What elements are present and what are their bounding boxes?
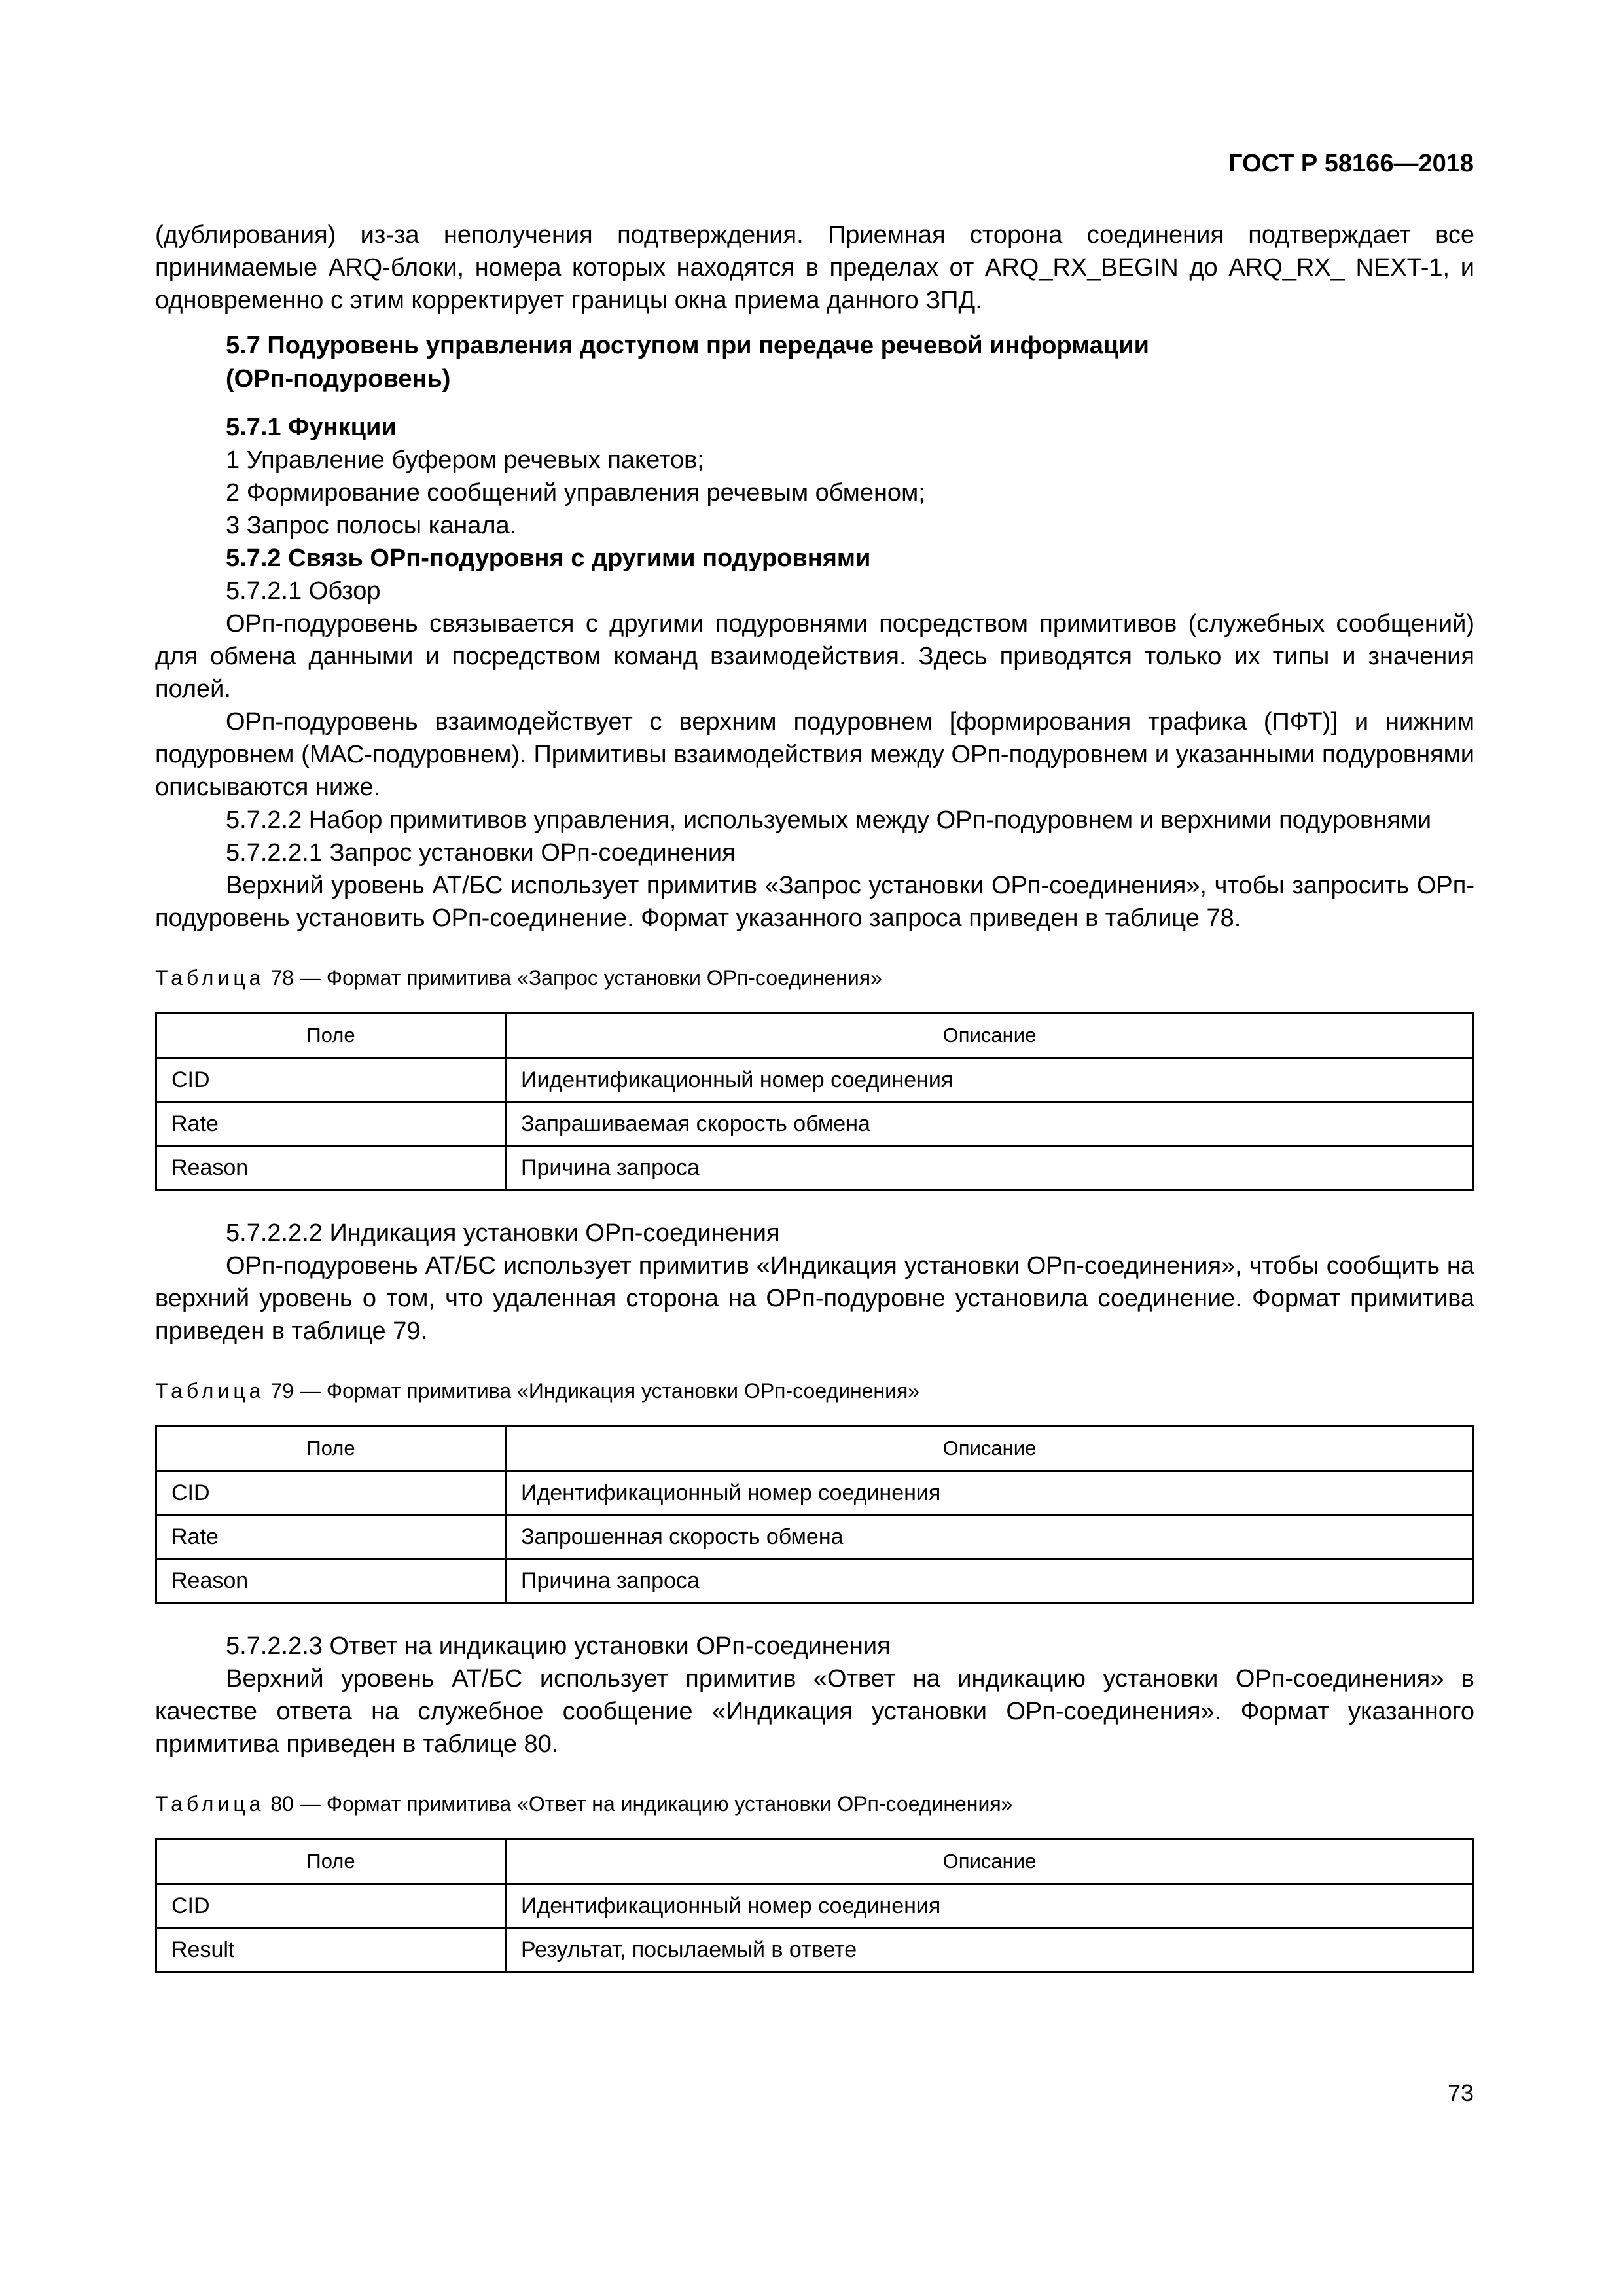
table-row — [156, 1471, 1474, 1515]
field-cell: Reason — [156, 1146, 506, 1190]
header-description: Описание — [506, 1013, 1474, 1058]
section-5-7-2-2-2-paragraph: ОРп-подуровень АТ/БС использует примитив «Индикация установки ОРп-соединения», чтобы сообщить на верхний уровень о том, что удаленная сторона на ОРп-подуровне установила соединение. Формат примитива приведен в таблице 79. — [155, 1252, 1474, 1345]
table-80-caption-label: Таблица — [155, 1792, 265, 1816]
table-header-row — [156, 1013, 1474, 1058]
field-cell: Rate — [156, 1515, 506, 1559]
function-item: 2 Формирование сообщений управления речевым обменом; — [226, 479, 925, 507]
table-row — [156, 1515, 1474, 1559]
table-row — [156, 1058, 1474, 1102]
table-79-caption-label: Таблица — [155, 1379, 265, 1403]
description-cell: Запрашиваемая скорость обмена — [506, 1102, 1474, 1146]
description-cell: Идентификационный номер соединения — [506, 1884, 1474, 1928]
section-5-7-2-2-1-paragraph: Верхний уровень АТ/БС использует примитив «Запрос установки ОРп-соединения», чтобы запросить ОРп-подуровень установить ОРп-соединение. Формат указанного запроса приведен в таблице 78. — [155, 872, 1474, 932]
table-header-row — [156, 1839, 1474, 1884]
section-5-7-2-2-3-paragraph: Верхний уровень АТ/БС использует примитив «Ответ на индикацию установки ОРп-соединения» в качестве ответа на служебное сообщение «Индикация установки ОРп-соединения». Формат указанного примитива приведен в таблице 80. — [155, 1665, 1474, 1758]
function-item: 1 Управление буфером речевых пакетов; — [226, 446, 704, 474]
table-row — [156, 1102, 1474, 1146]
section-5-7-1-title: 5.7.1 Функции — [226, 414, 397, 441]
section-5-7-title-line1: 5.7 Подуровень управления доступом при передаче речевой информации — [226, 332, 1149, 359]
description-cell: Причина запроса — [506, 1146, 1474, 1190]
section-5-7-2-2-3-title: 5.7.2.2.3 Ответ на индикацию установки ОРп-соединения — [226, 1632, 891, 1660]
field-cell: CID — [156, 1884, 506, 1928]
description-cell: Запрошенная скорость обмена — [506, 1515, 1474, 1559]
page-content — [155, 219, 1474, 1973]
header-field: Поле — [156, 1839, 506, 1884]
table-78-caption-text: 78 — Формат примитива «Запрос установки ОРп-соединения» — [270, 966, 882, 990]
description-cell: Причина запроса — [506, 1559, 1474, 1603]
section-5-7-2-2-1-title: 5.7.2.2.1 Запрос установки ОРп-соединения — [226, 839, 736, 867]
section-5-7-2-title: 5.7.2 Связь ОРп-подуровня с другими подуровнями — [226, 545, 871, 572]
field-cell: CID — [156, 1471, 506, 1515]
description-cell: Иидентификационный номер соединения — [506, 1058, 1474, 1102]
table-79-caption-text: 79 — Формат примитива «Индикация установки ОРп-соединения» — [270, 1379, 920, 1403]
table-79-caption — [155, 1376, 1474, 1405]
table-row — [156, 1146, 1474, 1190]
field-cell: Reason — [156, 1559, 506, 1603]
section-5-7-2-2-title: 5.7.2.2 Набор примитивов управления, используемых между ОРп-подуровнем и верхними подуровнями — [226, 806, 1432, 834]
table-80-caption — [155, 1789, 1474, 1818]
table-79 — [155, 1425, 1474, 1604]
table-row — [156, 1928, 1474, 1972]
field-cell: Rate — [156, 1102, 506, 1146]
description-cell: Результат, посылаемый в ответе — [506, 1928, 1474, 1972]
section-5-7-2-2-2-title: 5.7.2.2.2 Индикация установки ОРп-соединения — [226, 1219, 780, 1247]
header-field: Поле — [156, 1426, 506, 1471]
field-cell: Result — [156, 1928, 506, 1972]
table-row — [156, 1559, 1474, 1603]
table-row — [156, 1884, 1474, 1928]
header-description: Описание — [506, 1426, 1474, 1471]
section-5-7-2-1-title: 5.7.2.1 Обзор — [226, 577, 381, 605]
header-field: Поле — [156, 1013, 506, 1058]
document-code: ГОСТ Р 58166—2018 — [1228, 150, 1474, 177]
table-80 — [155, 1838, 1474, 1973]
header-description: Описание — [506, 1839, 1474, 1884]
intro-paragraph: (дублирования) из-за неполучения подтверждения. Приемная сторона соединения подтверждает все принимаемые ARQ-блоки, номера которых находятся в пределах от ARQ_RX_BEGIN до ARQ_RX_ NEXT-1, и одновременно с этим корректирует границы окна приема данного ЗПД. — [155, 221, 1474, 314]
field-cell: CID — [156, 1058, 506, 1102]
table-78 — [155, 1012, 1474, 1191]
table-78-caption — [155, 963, 1474, 992]
section-5-7-title-line2: (ОРп-подуровень) — [226, 365, 451, 393]
table-header-row — [156, 1426, 1474, 1471]
description-cell: Идентификационный номер соединения — [506, 1471, 1474, 1515]
table-78-caption-label: Таблица — [155, 966, 265, 990]
function-item: 3 Запрос полосы канала. — [226, 512, 517, 539]
page-number: 73 — [1447, 2079, 1474, 2106]
overview-paragraph-1: ОРп-подуровень связывается с другими подуровнями посредством примитивов (служебных сообщений) для обмена данными и посредством команд взаимодействия. Здесь приводятся только их типы и значения полей. — [155, 610, 1474, 703]
overview-paragraph-2: ОРп-подуровень взаимодействует с верхним подуровнем [формирования трафика (ПФТ)] и нижним подуровнем (МАС-подуровнем). Примитивы взаимодействия между ОРп-подуровнем и указанными подуровнями описываются ниже. — [155, 708, 1474, 801]
table-80-caption-text: 80 — Формат примитива «Ответ на индикацию установки ОРп-соединения» — [270, 1792, 1013, 1816]
